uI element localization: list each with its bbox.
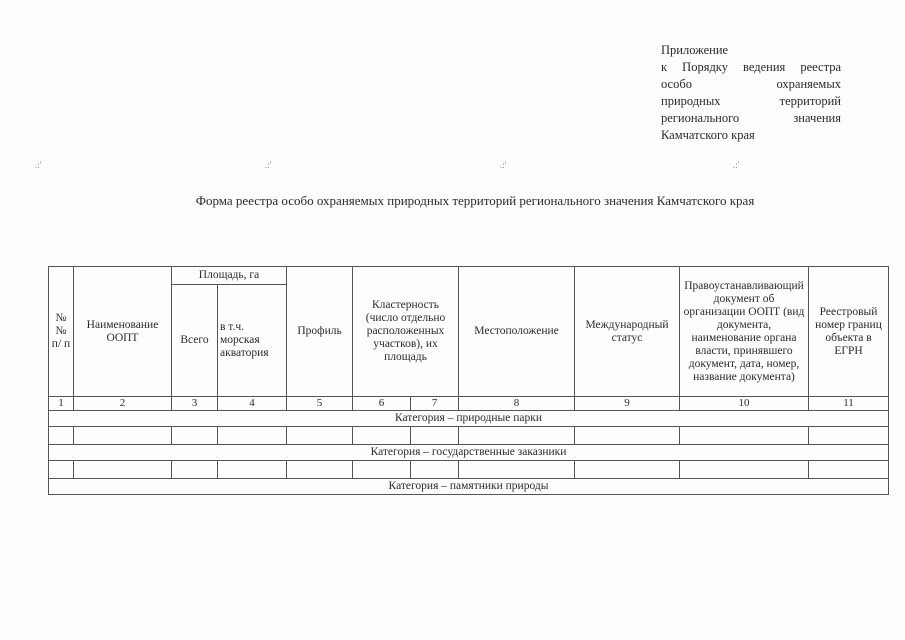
appendix-line: особо охраняемых [661, 77, 841, 91]
appendix-block [661, 42, 841, 144]
column-number: 3 [172, 397, 218, 411]
registry-form-table [48, 266, 889, 495]
column-number-row [49, 397, 889, 411]
empty-row [49, 461, 889, 479]
table-cell [809, 427, 889, 445]
column-number: 10 [680, 397, 809, 411]
table-cell [680, 461, 809, 479]
column-number: 4 [218, 397, 287, 411]
table-cell [411, 427, 459, 445]
table-cell [49, 461, 74, 479]
page-title: Форма реестра особо охраняемых природных территорий регионального значения Камчатского края [195, 193, 755, 208]
table-cell [49, 427, 74, 445]
speck-mark: .:' [733, 160, 740, 170]
column-number: 9 [575, 397, 680, 411]
category-row: Категория – памятники природы [49, 479, 889, 495]
header-intl-status: Международный статус [575, 267, 680, 397]
column-number: 7 [411, 397, 459, 411]
category-row: Категория – государственные заказники [49, 445, 889, 461]
appendix-line: регионального значения [661, 111, 841, 125]
column-number: 2 [74, 397, 172, 411]
appendix-line: природных территорий [661, 94, 841, 108]
speck-mark: .:' [35, 160, 42, 170]
header-num: № № п/ п [49, 267, 74, 397]
table-cell [680, 427, 809, 445]
column-number: 5 [287, 397, 353, 411]
header-egrn: Реестровый номер границ объекта в ЕГРН [809, 267, 889, 397]
appendix-line: к Порядку ведения реестра [661, 60, 841, 74]
header-area: Площадь, га [172, 267, 287, 285]
table-cell [287, 427, 353, 445]
table-cell [809, 461, 889, 479]
speck-mark: .:' [265, 160, 272, 170]
table-cell [575, 427, 680, 445]
column-number: 6 [353, 397, 411, 411]
table-cell [218, 427, 287, 445]
table-cell [74, 427, 172, 445]
appendix-line: Камчатского края [661, 128, 755, 142]
empty-row [49, 427, 889, 445]
column-number: 11 [809, 397, 889, 411]
column-number: 1 [49, 397, 74, 411]
table-cell [74, 461, 172, 479]
table-cell [172, 427, 218, 445]
category-row: Категория – природные парки [49, 411, 889, 427]
table-cell [172, 461, 218, 479]
appendix-title: Приложение [661, 43, 729, 57]
table-cell [459, 427, 575, 445]
header-profile: Профиль [287, 267, 353, 397]
header-name: Наименование ООПТ [74, 267, 172, 397]
table-cell [218, 461, 287, 479]
header-document: Правоустанавливающий документ об организации ООПТ (вид документа, наименование органа власти, принявшего документ, дата, номер, название документа) [680, 267, 809, 397]
table-cell [353, 427, 411, 445]
table-cell [459, 461, 575, 479]
header-area-sea: в т.ч. морская акватория [218, 285, 287, 397]
speck-mark: .:' [500, 160, 507, 170]
table-cell [287, 461, 353, 479]
header-area-total: Всего [172, 285, 218, 397]
header-cluster: Кластерность (число отдельно расположенных участков), их площадь [353, 267, 459, 397]
table-cell [575, 461, 680, 479]
column-number: 8 [459, 397, 575, 411]
header-location: Местоположение [459, 267, 575, 397]
table-cell [411, 461, 459, 479]
table-cell [353, 461, 411, 479]
